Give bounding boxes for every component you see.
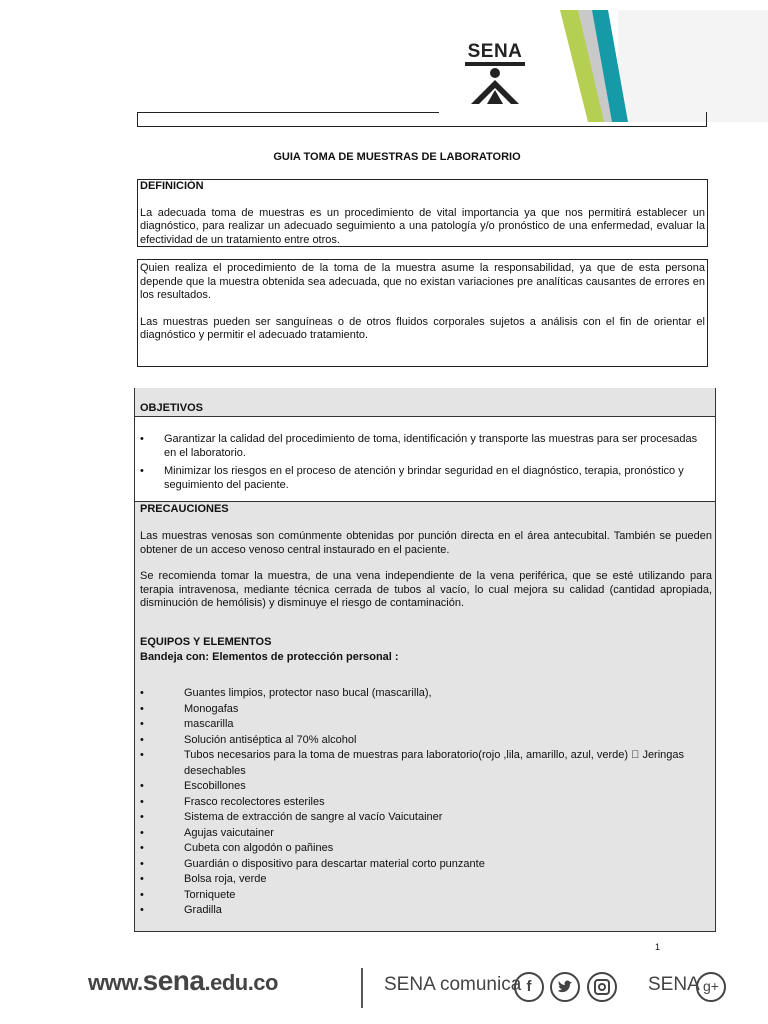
list-item-text: Cubeta con algodón o pañines [184, 842, 334, 854]
precauciones-p1: Las muestras venosas son comúnmente obtenidas por punción directa en el área antecubital. También se pueden obtener de un acceso venoso central instaurado en el paciente. [140, 530, 712, 556]
list-item-text: Torniquete [184, 888, 236, 901]
list-item: • Minimizar los riesgos en el proceso de atención y brindar seguridad en el diagnóstico, terapia, pronóstico y seguimiento del paciente. [140, 465, 684, 491]
responsabilidad-box [137, 259, 708, 367]
list-item [140, 733, 700, 749]
definicion-paragraph: La adecuada toma de muestras es un procedimiento de vital importancia ya que nos permitirá establecer un diagnóstico, para realizar un adecuado seguimiento a una patología y/o pronóstico de una enfermedad, evaluar la efectividad de un tratamiento entre otros. [140, 206, 705, 246]
bullet: • [140, 888, 144, 901]
bullet: • [140, 811, 144, 823]
bullet: • [140, 857, 144, 870]
bullet: • [140, 733, 144, 746]
list-item [140, 810, 700, 826]
objetivos-list [140, 433, 712, 497]
precauciones-p2: Se recomienda tomar la muestra, de una vena independiente de la vena periférica, que se esté utilizando para terapia intravenosa, mediante técnica cerrada de tubos al vacío, lo cual mejora su calidad (cantidad apropiada, disminución de hemólisis) y disminuye el riesgo de contaminación. [140, 570, 712, 609]
list-item-text: Bolsa roja, verde [184, 873, 267, 885]
list-item-text: Guantes limpios, protector naso bucal (mascarilla), [184, 687, 432, 699]
bullet: • [140, 718, 144, 730]
list-item [140, 841, 700, 857]
equipos-list [140, 686, 700, 919]
list-item [140, 888, 700, 904]
sena-logo-icon [459, 60, 531, 106]
list-item [140, 872, 700, 888]
bullet: • [140, 780, 144, 792]
list-item: • Garantizar la calidad del procedimiento de toma, identificación y transporte las muestras para ser procesadas en el laboratorio. [140, 433, 698, 459]
bullet: • [140, 873, 144, 885]
responsabilidad-p1: Quien realiza el procedimiento de la toma de la muestra asume la responsabilidad, ya que de esta persona depende que la muestra obtenida sea adecuada, que no existan variaciones pre analíticas causantes de errores en los resultados. [140, 262, 705, 301]
sena-logo [455, 42, 535, 106]
definicion-heading: DEFINICIÓN [140, 180, 204, 192]
bullet: • [140, 826, 144, 839]
list-item-text: Agujas vaicutainer [184, 826, 274, 839]
header-box [137, 112, 707, 127]
list-item-text: Tubos necesarios para la toma de muestras para laboratorio(rojo ,lila, amarillo, azul, verde) Jeringas desechables [184, 749, 673, 777]
list-item [140, 857, 700, 873]
list-item-text: Sistema de extracción de sangre al vacío Vaicutainer [184, 811, 443, 823]
responsabilidad-p2: Las muestras pueden ser sanguíneas o de otros fluidos corporales sujetos a análisis con el fin de orientar el diagnóstico y permitir el adecuado tratamiento. [140, 315, 705, 341]
instagram-icon[interactable] [587, 972, 617, 1002]
list-item [140, 748, 700, 779]
bullet: • [140, 687, 144, 699]
twitter-icon[interactable] [550, 972, 580, 1002]
footer-separator [361, 968, 363, 1008]
footer-sena: SENA [648, 974, 700, 995]
google-plus-icon[interactable]: g+ [696, 972, 726, 1002]
list-item-text: Frasco recolectores esteriles [184, 795, 325, 808]
list-item [140, 826, 700, 842]
bullet: • [140, 904, 144, 916]
list-item-text: mascarilla [184, 718, 234, 730]
list-item [140, 717, 700, 733]
bullet: • [140, 465, 144, 477]
twitter-bird-icon [557, 980, 573, 994]
definicion-box [137, 179, 708, 247]
list-item [140, 702, 700, 718]
list-item-text: Solución antiséptica al 70% alcohol [184, 733, 357, 746]
equipos-heading: EQUIPOS Y ELEMENTOS [140, 636, 272, 648]
list-item [140, 795, 700, 811]
footer-url[interactable]: www.sena.edu.co [88, 965, 278, 996]
bullet: • [140, 795, 144, 808]
header-stripes [548, 0, 768, 122]
equipos-subheading: Bandeja con: Elementos de protección personal : [140, 651, 399, 663]
bullet: • [140, 842, 144, 854]
page-number: 1 [655, 942, 661, 952]
list-item [140, 903, 700, 919]
footer [0, 960, 768, 1024]
list-item-text: Monogafas [184, 702, 239, 715]
camera-icon [594, 979, 610, 995]
bullet: • [140, 749, 144, 761]
divider [134, 501, 716, 502]
bullet: • [140, 702, 144, 715]
precauciones-heading: PRECAUCIONES [140, 503, 229, 515]
list-item-text: Gradilla [184, 904, 222, 916]
list-item [140, 779, 700, 795]
document-title: GUIA TOMA DE MUESTRAS DE LABORATORIO [273, 151, 521, 163]
list-item-text: Guardián o dispositivo para descartar material corto punzante [184, 857, 485, 870]
list-item-text: Escobillones [184, 780, 246, 792]
logo-text: SENA [467, 41, 523, 62]
bullet: • [140, 433, 144, 445]
objetivos-heading: OBJETIVOS [140, 402, 203, 414]
facebook-icon[interactable]: f [514, 972, 544, 1002]
list-item [140, 686, 700, 702]
footer-comunica: SENA comunica [384, 974, 522, 995]
